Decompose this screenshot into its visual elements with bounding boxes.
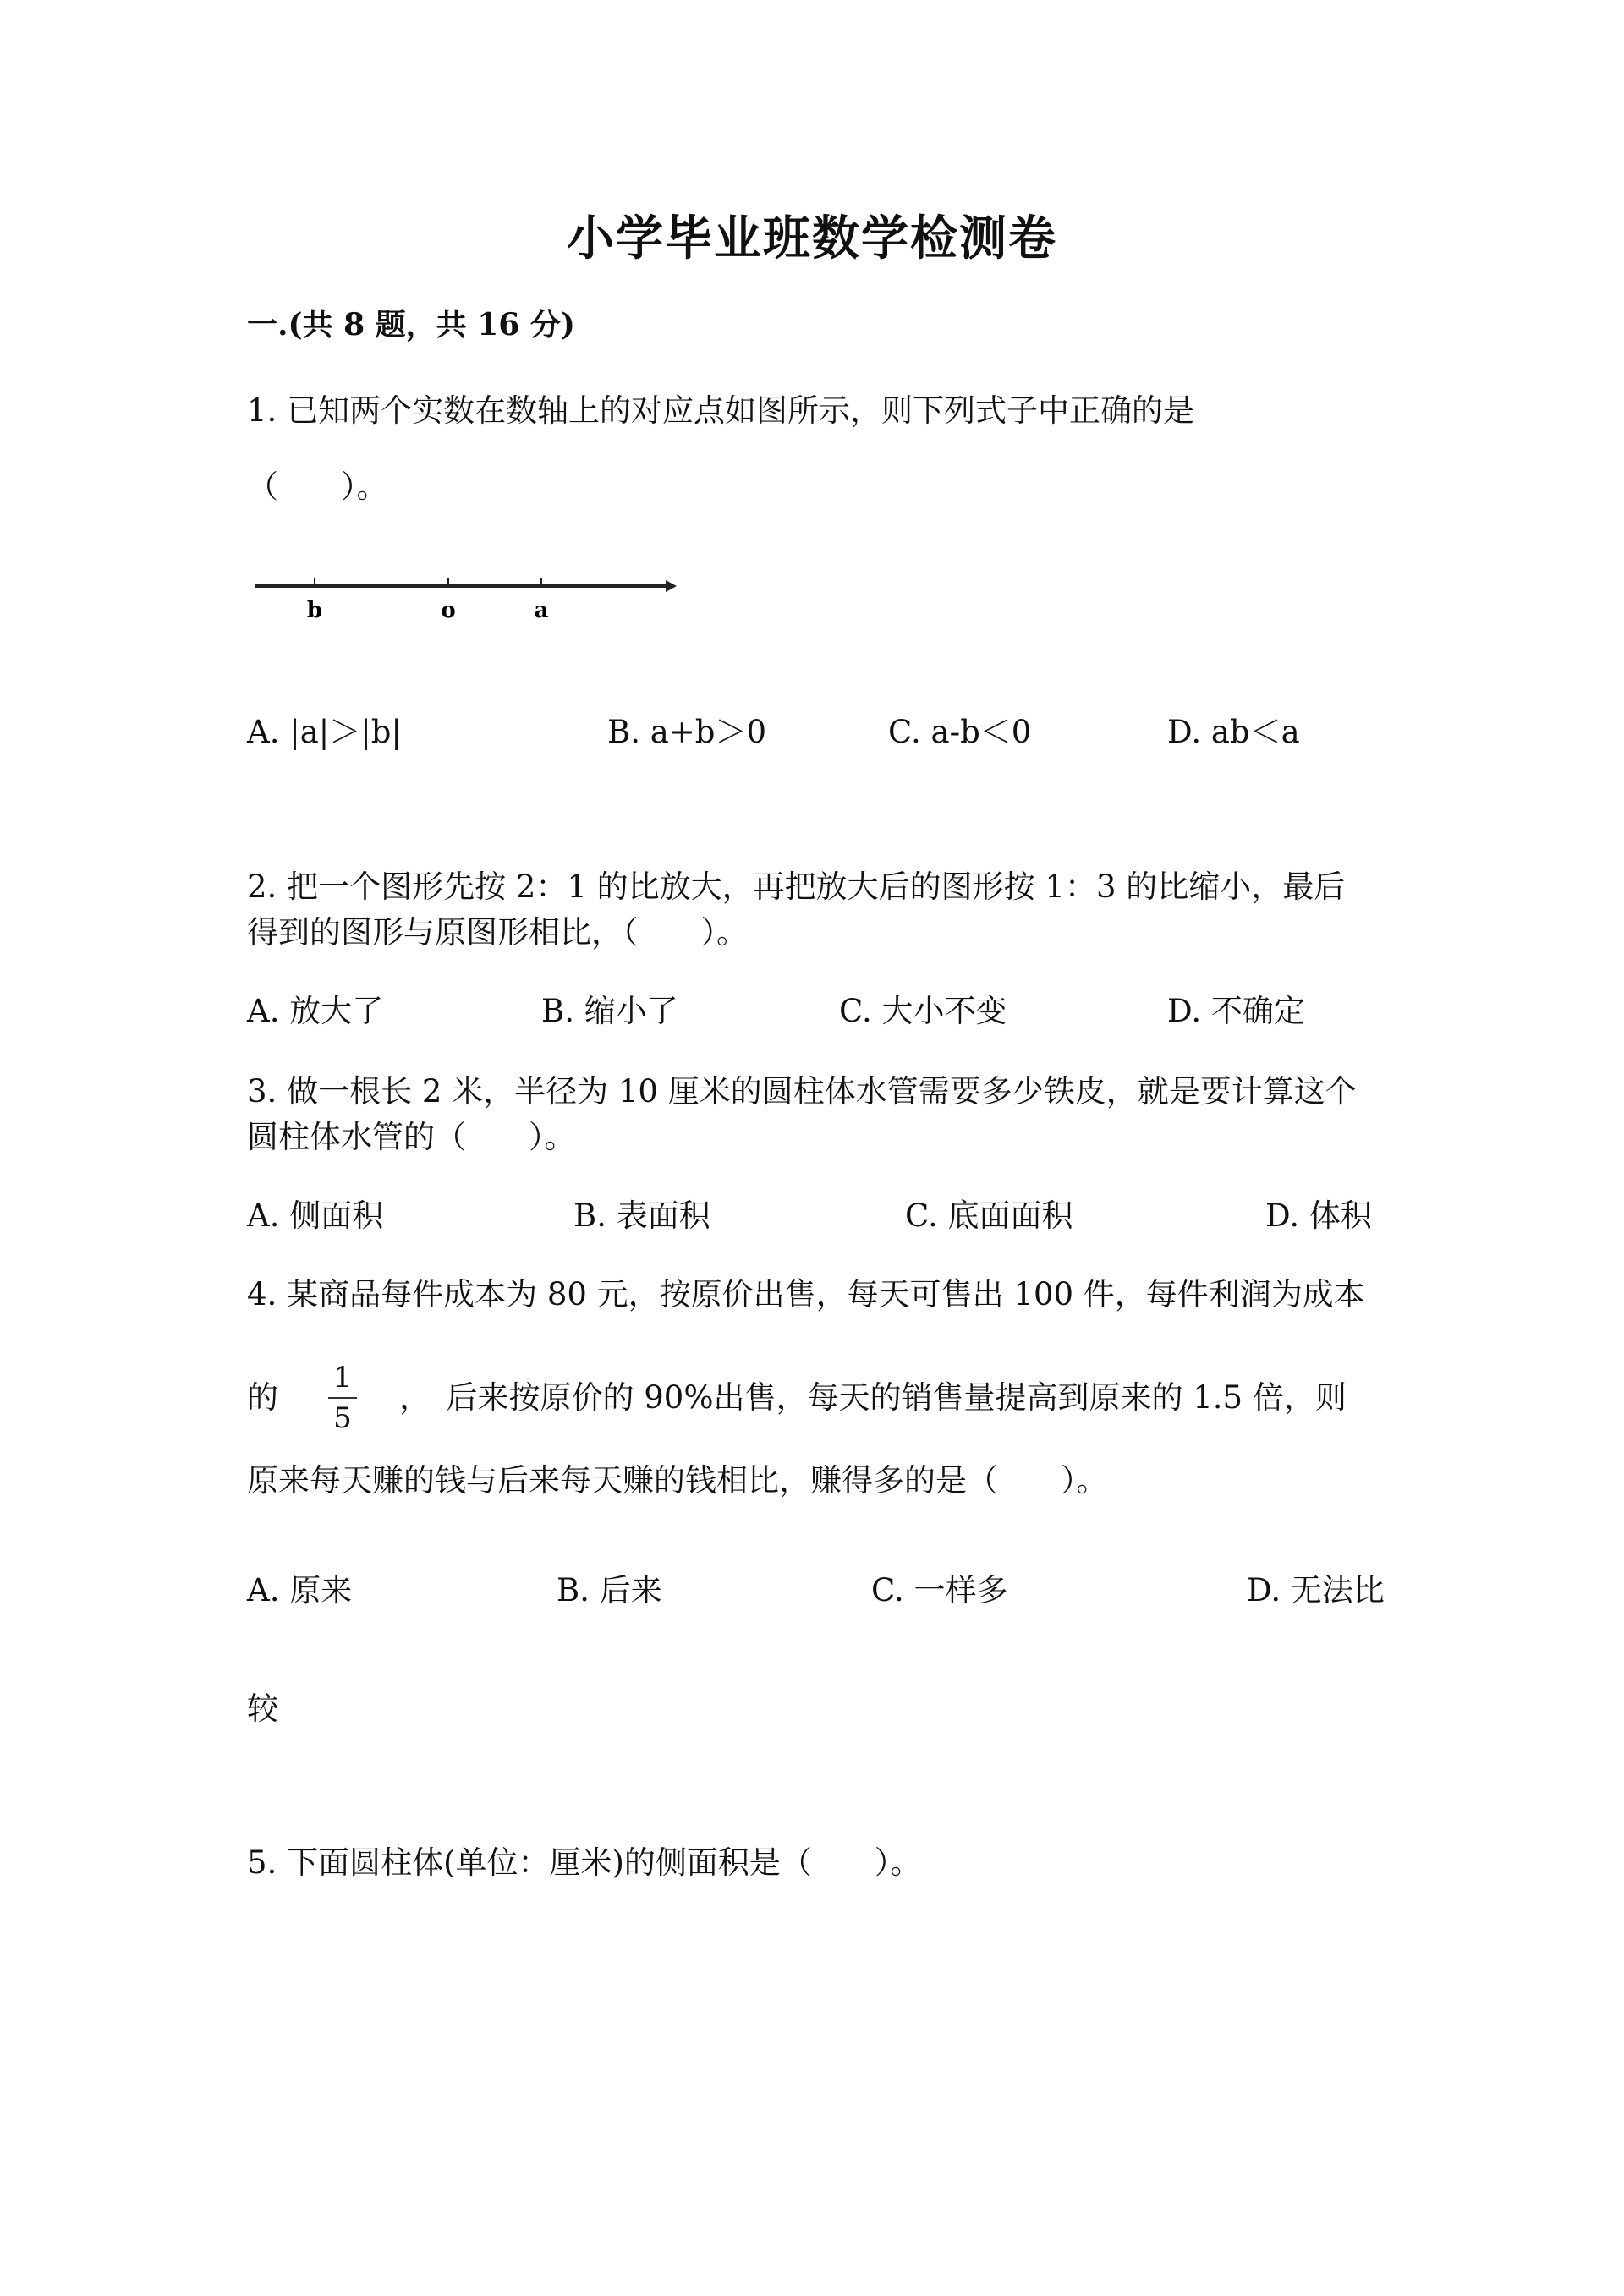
q4-option-d-wrap: 较 bbox=[247, 1690, 278, 1727]
q4-option-c: C. 一样多 bbox=[871, 1572, 1008, 1608]
q2-option-c: C. 大小不变 bbox=[839, 993, 1007, 1029]
question-1-stem-line-2: （ ）。 bbox=[247, 469, 388, 505]
q2-option-d: D. 不确定 bbox=[1167, 993, 1305, 1029]
fraction-bar bbox=[328, 1397, 357, 1399]
q2-option-a: A. 放大了 bbox=[247, 993, 384, 1029]
label-b: b bbox=[306, 598, 323, 623]
q1-option-c: C. a-b＜0 bbox=[888, 714, 1032, 750]
question-3-stem-line-2: 圆柱体水管的（ ）。 bbox=[247, 1119, 576, 1155]
fraction-one-fifth bbox=[328, 1363, 357, 1433]
q2-option-b: B. 缩小了 bbox=[541, 993, 678, 1029]
question-4-stem-line-2-prefix: 的 bbox=[247, 1379, 278, 1416]
q3-option-c: C. 底面面积 bbox=[905, 1197, 1073, 1234]
q3-option-b: B. 表面积 bbox=[573, 1197, 710, 1234]
label-o: o bbox=[441, 598, 456, 623]
q1-option-a: A. |a|＞|b| bbox=[247, 714, 402, 750]
q1-option-d: D. ab＜a bbox=[1167, 714, 1300, 750]
fraction-numerator: 1 bbox=[333, 1361, 352, 1395]
label-a: a bbox=[534, 598, 549, 623]
question-1-stem-line-1: 1. 已知两个实数在数轴上的对应点如图所示，则下列式子中正确的是 bbox=[247, 392, 1195, 429]
q1-option-b: B. a+b＞0 bbox=[607, 714, 766, 750]
question-3-stem-line-1: 3. 做一根长 2 米，半径为 10 厘米的圆柱体水管需要多少铁皮，就是要计算这个 bbox=[247, 1073, 1357, 1110]
page-title: 小学毕业班数学检测卷 bbox=[567, 211, 1057, 266]
q3-option-d: D. 体积 bbox=[1265, 1197, 1372, 1234]
number-line-figure bbox=[245, 567, 685, 643]
question-2-stem-line-2: 得到的图形与原图形相比，（ ）。 bbox=[247, 914, 748, 951]
question-4-stem-line-2-rest: ， 后来按原价的 90%出售，每天的销售量提高到原来的 1.5 倍，则 bbox=[399, 1379, 1347, 1416]
q4-option-b: B. 后来 bbox=[557, 1572, 662, 1608]
q4-option-d: D. 无法比 bbox=[1247, 1572, 1385, 1608]
question-4-stem-line-3: 原来每天赚的钱与后来每天赚的钱相比，赚得多的是（ ）。 bbox=[247, 1462, 1108, 1499]
section-header: 一.(共 8 题，共 16 分) bbox=[247, 307, 575, 342]
fraction-denominator: 5 bbox=[333, 1401, 352, 1435]
question-2-stem-line-1: 2. 把一个图形先按 2：1 的比放大，再把放大后的图形按 1：3 的比缩小，最后 bbox=[247, 869, 1346, 905]
q3-option-a: A. 侧面积 bbox=[247, 1197, 384, 1234]
q4-option-a: A. 原来 bbox=[247, 1572, 353, 1608]
question-4-stem-line-1: 4. 某商品每件成本为 80 元，按原价出售，每天可售出 100 件，每件利润为成本 bbox=[247, 1276, 1365, 1312]
question-5-stem-line-1: 5. 下面圆柱体(单位：厘米)的侧面积是（ ）。 bbox=[247, 1844, 922, 1881]
number-line-arrow bbox=[666, 580, 677, 592]
